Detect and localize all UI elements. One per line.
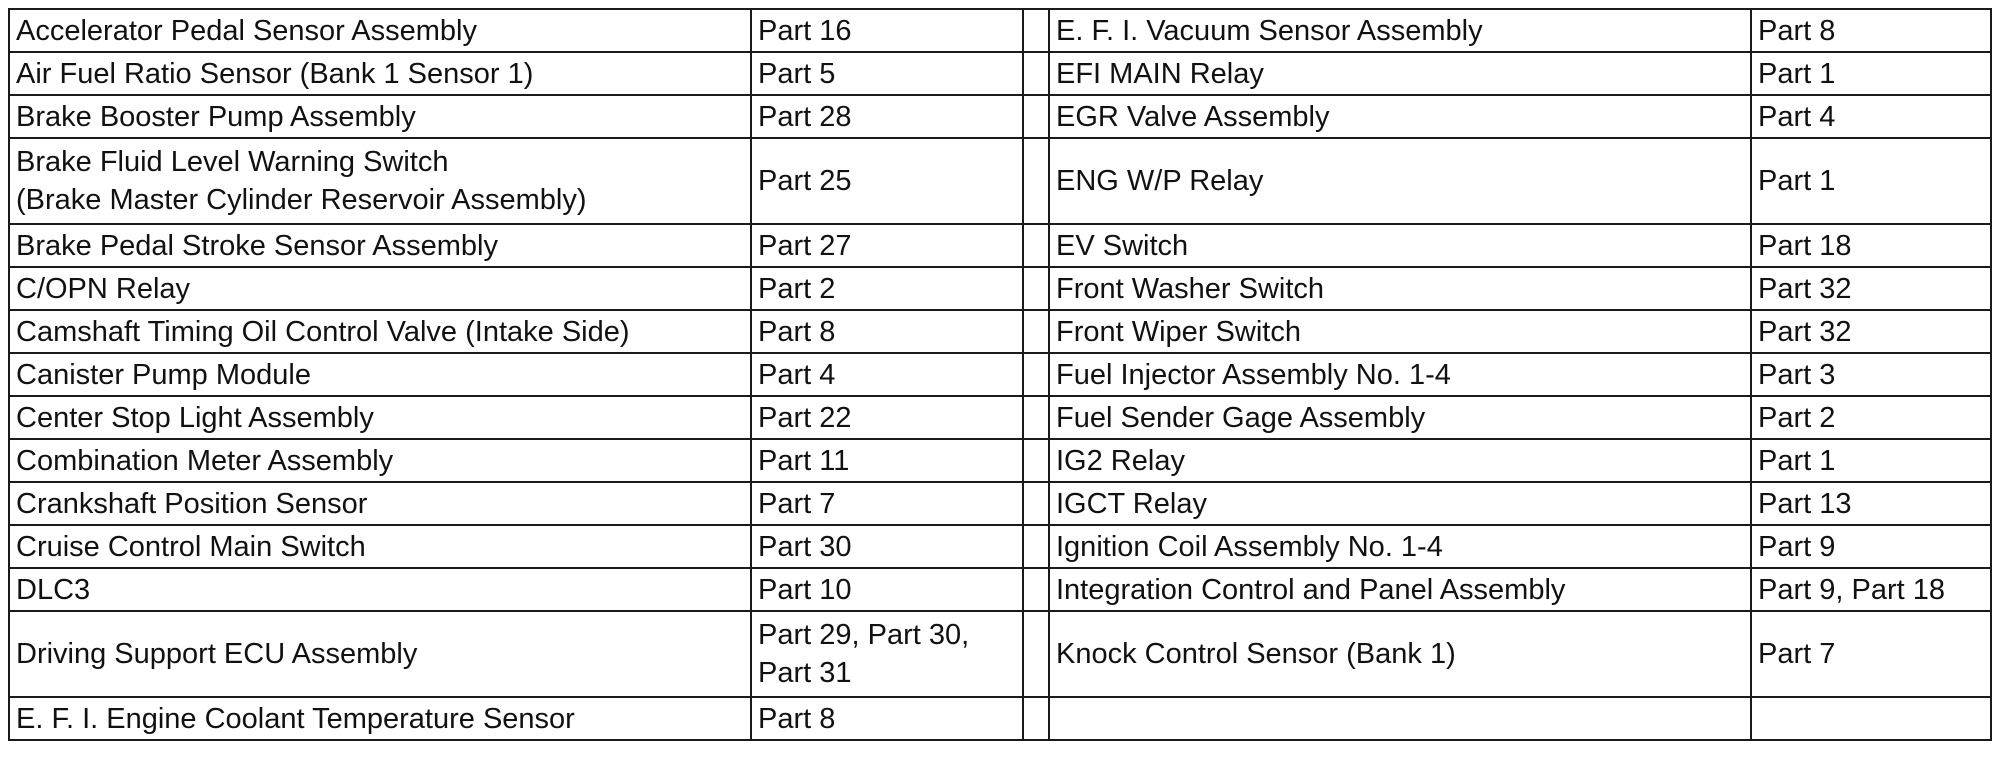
table-row: [9, 9, 1991, 52]
component-name-cell: DLC3: [9, 568, 751, 611]
parts-table: [8, 8, 1992, 741]
part-reference-cell: Part 11: [751, 439, 1023, 482]
table-row: [9, 267, 1991, 310]
component-name-cell: Fuel Injector Assembly No. 1-4: [1049, 353, 1751, 396]
component-name-cell: Cruise Control Main Switch: [9, 525, 751, 568]
part-reference-cell: Part 7: [751, 482, 1023, 525]
part-reference-cell: Part 1: [1751, 138, 1991, 224]
column-divider: [1023, 568, 1049, 611]
part-reference-line: Part 31: [758, 657, 852, 689]
table-row: [9, 52, 1991, 95]
part-reference-cell: Part 8: [751, 697, 1023, 740]
component-name-cell: Fuel Sender Gage Assembly: [1049, 396, 1751, 439]
component-name-cell: Camshaft Timing Oil Control Valve (Intake Side): [9, 310, 751, 353]
column-divider: [1023, 9, 1049, 52]
component-name-cell: [1049, 697, 1751, 740]
table-row: [9, 439, 1991, 482]
part-reference-cell: Part 13: [1751, 482, 1991, 525]
table-row: [9, 138, 1991, 224]
column-divider: [1023, 482, 1049, 525]
component-name-cell: Accelerator Pedal Sensor Assembly: [9, 9, 751, 52]
table-row: [9, 396, 1991, 439]
column-divider: [1023, 439, 1049, 482]
part-reference-cell: Part 9: [1751, 525, 1991, 568]
table-row: [9, 310, 1991, 353]
component-name-cell: Driving Support ECU Assembly: [9, 611, 751, 697]
column-divider: [1023, 611, 1049, 697]
parts-location-table: [8, 8, 1990, 741]
column-divider: [1023, 52, 1049, 95]
column-divider: [1023, 310, 1049, 353]
component-name-cell: Front Wiper Switch: [1049, 310, 1751, 353]
component-name-cell: Canister Pump Module: [9, 353, 751, 396]
part-reference-cell: Part 8: [751, 310, 1023, 353]
component-name-cell: Brake Pedal Stroke Sensor Assembly: [9, 224, 751, 267]
component-name-cell: E. F. I. Engine Coolant Temperature Sensor: [9, 697, 751, 740]
column-divider: [1023, 224, 1049, 267]
table-row: [9, 224, 1991, 267]
part-reference-cell: Part 8: [1751, 9, 1991, 52]
table-row: [9, 95, 1991, 138]
part-reference-cell: Part 4: [751, 353, 1023, 396]
part-reference-cell: Part 2: [751, 267, 1023, 310]
column-divider: [1023, 697, 1049, 740]
part-reference-cell: Part 9, Part 18: [1751, 568, 1991, 611]
component-name-cell: Knock Control Sensor (Bank 1): [1049, 611, 1751, 697]
table-row: [9, 568, 1991, 611]
component-name-line: Brake Fluid Level Warning Switch: [16, 146, 449, 178]
column-divider: [1023, 396, 1049, 439]
component-name-cell: Integration Control and Panel Assembly: [1049, 568, 1751, 611]
column-divider: [1023, 138, 1049, 224]
component-name-cell: EFI MAIN Relay: [1049, 52, 1751, 95]
component-name-line: (Brake Master Cylinder Reservoir Assembly): [16, 184, 587, 216]
component-name-cell: IGCT Relay: [1049, 482, 1751, 525]
component-name-cell: Front Washer Switch: [1049, 267, 1751, 310]
table-row: [9, 482, 1991, 525]
part-reference-line: Part 29, Part 30,: [758, 619, 970, 651]
part-reference-cell: Part 3: [1751, 353, 1991, 396]
component-name-cell: IG2 Relay: [1049, 439, 1751, 482]
part-reference-cell: Part 2: [1751, 396, 1991, 439]
part-reference-cell: Part 4: [1751, 95, 1991, 138]
part-reference-cell: Part 32: [1751, 310, 1991, 353]
column-divider: [1023, 353, 1049, 396]
component-name-cell: Ignition Coil Assembly No. 1-4: [1049, 525, 1751, 568]
part-reference-cell: Part 7: [1751, 611, 1991, 697]
part-reference-cell: Part 32: [1751, 267, 1991, 310]
table-row: [9, 353, 1991, 396]
part-reference-cell: [751, 611, 1023, 697]
component-name-cell: Brake Booster Pump Assembly: [9, 95, 751, 138]
part-reference-cell: Part 16: [751, 9, 1023, 52]
component-name-cell: EGR Valve Assembly: [1049, 95, 1751, 138]
part-reference-cell: Part 30: [751, 525, 1023, 568]
component-name-cell: ENG W/P Relay: [1049, 138, 1751, 224]
part-reference-cell: Part 22: [751, 396, 1023, 439]
part-reference-cell: Part 1: [1751, 439, 1991, 482]
column-divider: [1023, 525, 1049, 568]
component-name-cell: [9, 138, 751, 224]
part-reference-cell: Part 5: [751, 52, 1023, 95]
column-divider: [1023, 95, 1049, 138]
part-reference-cell: Part 28: [751, 95, 1023, 138]
component-name-cell: C/OPN Relay: [9, 267, 751, 310]
component-name-cell: EV Switch: [1049, 224, 1751, 267]
table-row: [9, 525, 1991, 568]
table-row: [9, 611, 1991, 697]
part-reference-cell: Part 27: [751, 224, 1023, 267]
part-reference-cell: [1751, 697, 1991, 740]
component-name-cell: Center Stop Light Assembly: [9, 396, 751, 439]
part-reference-cell: Part 25: [751, 138, 1023, 224]
component-name-cell: Air Fuel Ratio Sensor (Bank 1 Sensor 1): [9, 52, 751, 95]
part-reference-cell: Part 10: [751, 568, 1023, 611]
component-name-cell: Crankshaft Position Sensor: [9, 482, 751, 525]
part-reference-cell: Part 1: [1751, 52, 1991, 95]
column-divider: [1023, 267, 1049, 310]
table-row: [9, 697, 1991, 740]
part-reference-cell: Part 18: [1751, 224, 1991, 267]
component-name-cell: Combination Meter Assembly: [9, 439, 751, 482]
component-name-cell: E. F. I. Vacuum Sensor Assembly: [1049, 9, 1751, 52]
